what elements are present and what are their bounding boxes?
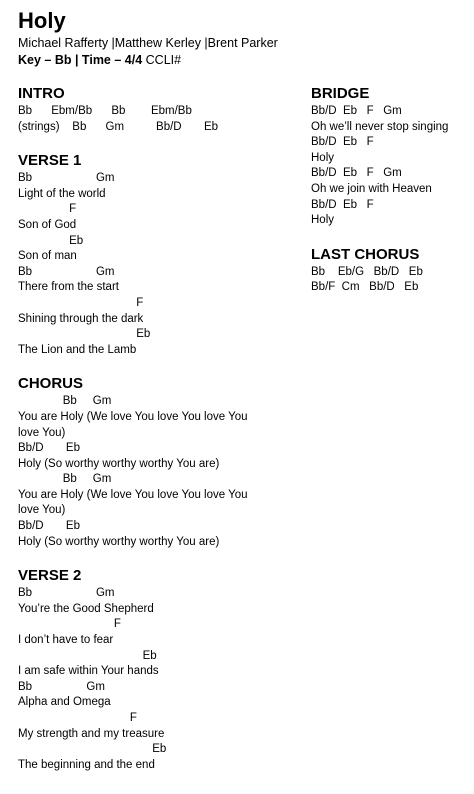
lyric-line: Son of man	[18, 250, 77, 263]
section-last-chorus	[311, 245, 471, 296]
section-title: BRIDGE	[311, 85, 370, 102]
lyric-line: You’re the Good Shepherd	[18, 602, 154, 615]
chord-line: Bb Gm	[18, 172, 115, 185]
lyric-line: love You)	[18, 504, 66, 517]
lyric-line: Holy	[311, 214, 335, 227]
chord-line: Bb Gm	[18, 265, 115, 278]
lyric-line: Holy (So worthy worthy worthy You are)	[18, 457, 220, 470]
song-authors: Michael Rafferty |Matthew Kerley |Brent Parker	[18, 36, 278, 50]
lyric-line: Holy	[311, 151, 335, 164]
chord-line: (strings) Bb Gm Bb/D Eb	[18, 120, 219, 133]
left-column	[18, 84, 288, 773]
chord-line: Bb/D Eb F Gm	[311, 167, 402, 180]
chord-line: Bb/D Eb F Gm	[311, 105, 402, 117]
chord-line: F	[18, 618, 121, 631]
section-gap	[18, 550, 288, 566]
lyric-line: love You)	[18, 426, 66, 439]
ccli-label: CCLI#	[145, 53, 182, 67]
chord-line: Bb/D Eb	[18, 520, 80, 533]
lyric-line: Light of the world	[18, 187, 106, 200]
section-verse-2	[18, 566, 288, 773]
lyric-line: You are Holy (We love You love You love You	[18, 488, 248, 501]
chord-line: Eb	[18, 328, 151, 341]
section-gap	[18, 358, 288, 374]
key-time-line	[18, 52, 181, 68]
section-verse-1	[18, 151, 288, 358]
chord-line: F	[18, 296, 144, 309]
lyric-line: Son of God	[18, 218, 77, 231]
section-chorus	[18, 374, 288, 550]
section-gap	[311, 229, 471, 245]
chord-line: Bb Gm	[18, 395, 112, 408]
lyric-line: Holy (So worthy worthy worthy You are)	[18, 535, 220, 548]
lyric-line: Shining through the dark	[18, 312, 144, 325]
chord-line: Bb/D Eb F	[311, 136, 374, 149]
chord-line: Bb Gm	[18, 473, 112, 486]
section-gap	[18, 135, 288, 151]
lyric-line: Oh we join with Heaven	[311, 182, 432, 195]
chord-line: F	[18, 203, 77, 216]
chord-line: Eb	[18, 649, 157, 662]
lyric-line: I am safe within Your hands	[18, 665, 159, 678]
section-bridge	[311, 84, 471, 229]
chord-line: Bb Gm	[18, 680, 105, 693]
chord-line: Eb	[18, 234, 84, 247]
right-column	[311, 84, 471, 296]
lyric-line: The Lion and the Lamb	[18, 343, 137, 356]
chord-line: Bb/F Cm Bb/D Eb	[311, 281, 419, 294]
lyric-line: You are Holy (We love You love You love You	[18, 410, 248, 423]
lyric-line: Oh we’ll never stop singing	[311, 120, 449, 133]
lyric-line: My strength and my treasure	[18, 727, 165, 740]
chord-line: Bb/D Eb	[18, 442, 80, 455]
section-title: VERSE 2	[18, 567, 82, 585]
chord-line: Bb Gm	[18, 587, 115, 600]
section-intro	[18, 84, 288, 135]
lyric-line: I don’t have to fear	[18, 634, 114, 647]
lyric-line: Alpha and Omega	[18, 696, 111, 709]
key-time: Key – Bb | Time – 4/4	[18, 53, 143, 67]
section-title: LAST CHORUS	[311, 245, 420, 263]
section-title: CHORUS	[18, 375, 84, 393]
song-title: Holy	[18, 8, 66, 33]
chord-line: Bb Eb/G Bb/D Eb	[311, 265, 423, 278]
lyric-line: There from the start	[18, 281, 119, 294]
section-title: INTRO	[18, 85, 65, 102]
chord-line: Eb	[18, 743, 167, 756]
section-title: VERSE 1	[18, 152, 82, 170]
chord-line: Bb Ebm/Bb Bb Ebm/Bb	[18, 105, 192, 117]
chord-line: Bb/D Eb F	[311, 198, 374, 211]
lyric-line: The beginning and the end	[18, 758, 155, 771]
chord-line: F	[18, 712, 137, 724]
